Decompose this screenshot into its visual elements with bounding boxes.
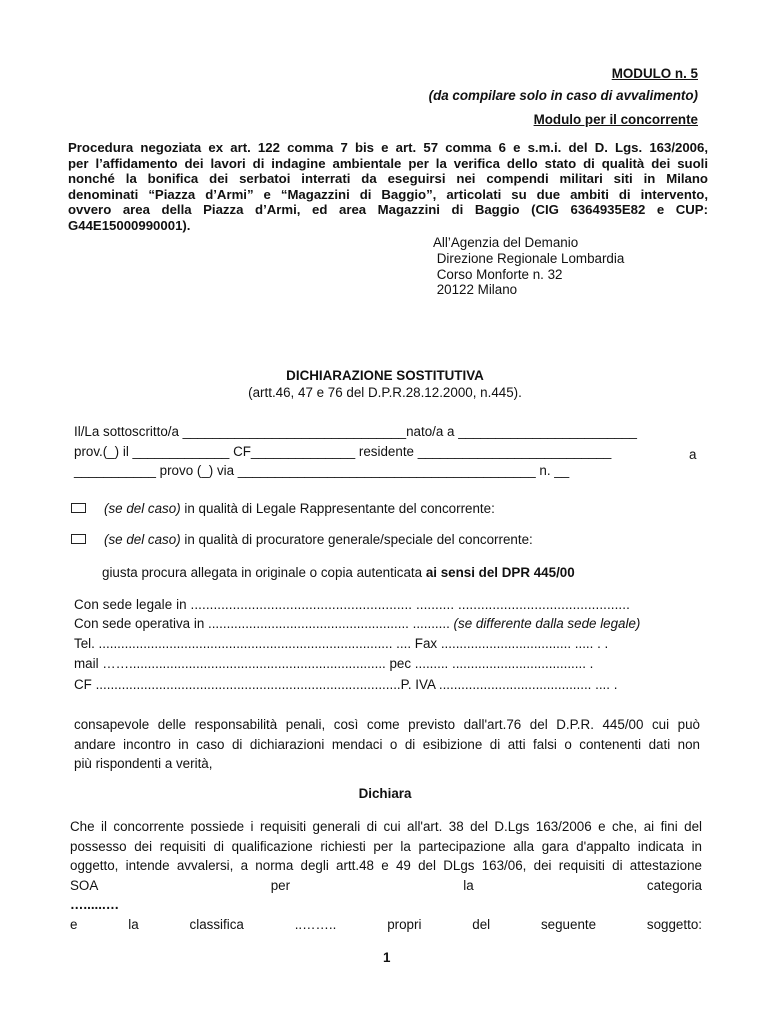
option-procuratore [104, 532, 533, 547]
sede-operativa-field [74, 616, 640, 631]
modulo-subtitle: (da compilare solo in caso di avvalimento) [428, 88, 698, 103]
awareness-line: andare incontro in caso di dichiarazioni mendaci o di esibizione di atti falsi o contenenti dati non [74, 736, 700, 752]
option-text: in qualità di Legale Rappresentante del concorrente: [180, 501, 495, 516]
declaration-title: DICHIARAZIONE SOSTITUTIVA [286, 368, 484, 383]
procedure-paragraph [68, 140, 708, 234]
sede-legale-field: Con sede legale in .......................................................... .......... ............................................. [74, 597, 630, 612]
declaration-reference: (artt.46, 47 e 76 del D.P.R.28.12.2000, n.445). [248, 385, 522, 400]
dichiara-paragraph [70, 817, 702, 934]
soa-class-text: e la classifica ..…….. propri del seguente soggetto: [70, 916, 702, 932]
sede-operativa-text: Con sede operativa in ...................................................... .......... [74, 616, 454, 631]
awareness-line: consapevole delle responsabilità penali, così come previsto dall'art.76 del D.P.R. 445/00 cui può [74, 717, 700, 732]
option-qualifier: (se del caso) [104, 501, 181, 516]
procura-line [102, 565, 575, 580]
dichiara-last-line [70, 876, 702, 935]
form-line-address: ___________ provo (_) via ________________________________________ n. __ [74, 463, 570, 478]
form-line-birth: prov.(_) il _____________ CF______________ residente __________________________ [74, 444, 612, 459]
form-line-birth-end: a [689, 447, 697, 462]
option-legale-rappresentante [104, 501, 495, 516]
mail-pec-field: mail ……..................................................................... pec ......... .................................... . [74, 656, 594, 671]
awareness-line: più rispondenti a verità, [74, 756, 213, 771]
procedure-line: ovvero area della Piazza d’Armi, ed area Magazzini di Baggio (CIG 6364935E82 e CUP: [68, 202, 708, 218]
recipient-line: 20122 Milano [433, 282, 518, 298]
page-number: 1 [383, 950, 391, 965]
dichiara-line: possesso dei requisiti di qualificazione richiesti per la partecipazione alla gara d'appalto indicata in [70, 838, 702, 854]
procedure-line: denominati “Piazza d’Armi” e “Magazzini di Baggio”, articolati su due ambiti di intervento, [68, 186, 708, 202]
recipient-line: All’Agenzia del Demanio [433, 235, 579, 250]
tel-fax-field: Tel. ............................................................................... .... Fax ................................... ..... . . [74, 636, 609, 651]
procura-text: giusta procura allegata in originale o copia autenticata [102, 565, 426, 580]
dichiara-title: Dichiara [358, 786, 412, 801]
procedure-line: G44E15000990001). [68, 217, 191, 233]
soa-label: SOA per la categoria [70, 877, 702, 893]
recipient-address [433, 235, 624, 298]
dichiara-line: oggetto, intende avvalersi, a norma degli artt.48 e 49 del DLgs 163/06, dei requisiti di attestazione [70, 858, 702, 873]
awareness-paragraph [74, 715, 700, 774]
checkbox-legale-rappresentante[interactable] [71, 503, 86, 513]
modulo-number: MODULO n. 5 [611, 66, 698, 81]
recipient-line: Corso Monforte n. 32 [433, 266, 563, 282]
option-qualifier: (se del caso) [104, 532, 181, 547]
procedure-line: nonché la bonifica dei serbatoi interrati da eseguirsi nei compendi militari siti in Milano [68, 171, 708, 187]
procedure-line: per l’affidamento dei lavori di indagine ambientale per la verifica dello stato di qualità dei suoli [68, 155, 708, 171]
procura-dpr: ai sensi del DPR 445/00 [425, 565, 575, 580]
checkbox-procuratore[interactable] [71, 534, 86, 544]
recipient-line: Direzione Regionale Lombardia [433, 250, 625, 266]
form-line-name: Il/La sottoscritto/a ______________________________nato/a a ________________________ [74, 424, 637, 439]
soa-category-blank: …......… [70, 897, 120, 912]
dichiara-line: Che il concorrente possiede i requisiti generali di cui all'art. 38 del D.Lgs 163/2006 e che, ai fini del [70, 819, 702, 834]
cf-piva-field: CF ..................................................................................P. IVA ......................................... .... . [74, 677, 618, 692]
procedure-line: Procedura negoziata ex art. 122 comma 7 bis e art. 57 comma 6 e s.m.i. del D. Lgs. 163/2006, [68, 140, 708, 155]
option-text: in qualità di procuratore generale/speciale del concorrente: [180, 532, 533, 547]
sede-operativa-note: (se differente dalla sede legale) [453, 616, 641, 631]
modulo-per-concorrente: Modulo per il concorrente [533, 112, 698, 127]
